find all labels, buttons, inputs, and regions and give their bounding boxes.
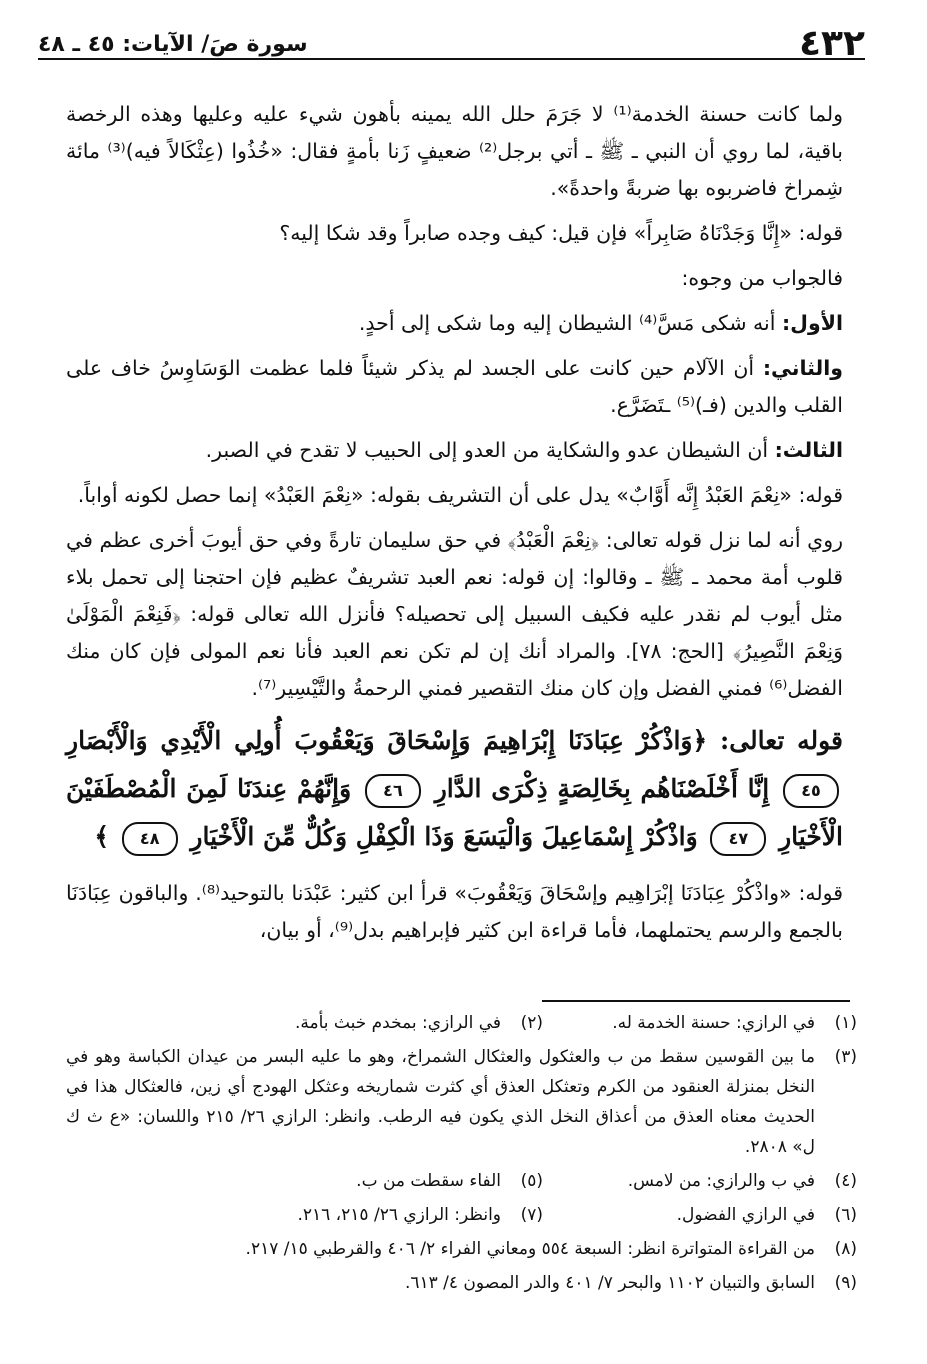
third-point-label: الثالث: <box>774 438 843 462</box>
paragraph-third-point <box>66 432 843 469</box>
footnote-number: (٢) <box>520 1013 543 1033</box>
footnote-text: وانظر: الرازي ٢٦/ ٢١٥، ٢١٦. <box>297 1205 501 1225</box>
footnote-text: في الرازي: بمخدم خبث بأمة. <box>294 1013 501 1033</box>
footnote-5 <box>356 1166 543 1196</box>
footnote-text: في الرازي: حسنة الخدمة له. <box>612 1013 815 1033</box>
footnote-number: (٩) <box>834 1273 857 1293</box>
page-header <box>38 22 865 72</box>
paragraph-8: روي أنه لما نزل قوله تعالى: ﴿نِعْمَ الْعَبْدُ﴾ في حق سليمان تارةً وفي حق أيوبَ أخرى عظم في قلوب أمة محمد ـ ﷺ ـ وقالوا: إن قوله: نعم العبد تشريفٌ عظيم فإن احتجنا إلى تحمل بلاء مثل أيوب لم نقدر عليه فكيف السبيل إلى تحصيله؟ فأنزل الله تعالى قوله: ﴿فَنِعْمَ الْمَوْلَىٰ وَنِعْمَ النَّصِيرُ﴾ [الحج: ٧٨]. والمراد أنك إن لم تكن نعم العبد فأنا نعم المولى فإن كان منك الفضل⁽⁶⁾ فمني الفضل وإن كان منك التقصير فمني الرحمةُ والتَّيْسِير⁽⁷⁾. <box>66 528 843 700</box>
verse-intro: قوله تعالى: <box>719 726 843 755</box>
paragraph-2: قوله: «إِنَّا وَجَدْنَاهُ صَابِراً» فإن قيل: كيف وجده صابراً وقد شكا إليه؟ <box>279 221 843 245</box>
main-text <box>66 96 843 957</box>
footnote-4 <box>557 1166 857 1196</box>
quran-verse-block <box>66 717 843 861</box>
footnote-number: (٥) <box>520 1171 543 1191</box>
first-point-text: أنه شكى مَسَّ⁽⁴⁾ الشيطان إليه وما شكى إلى أحدٍ. <box>358 311 776 335</box>
paragraph-9: قوله: «واذْكُرْ عِبَادَنَا إبْرَاهِيم وإسْحَاقَ وَيَعْقُوبَ» قرأ ابن كثير: عَبْدَنا بالتوحيد⁽⁸⁾. والباقون عِبَادَنَا بالجمع والرسم يحتملهما، فأما قراءة ابن كثير فإبراهيم بدل⁽⁹⁾، أو بيان، <box>66 881 844 942</box>
ayah-number-marker: ٤٥ <box>783 774 839 808</box>
footnote-number: (٣) <box>834 1047 857 1067</box>
footnote-1 <box>557 1008 857 1038</box>
page-number: ٤٣٢ <box>799 23 865 64</box>
paragraph-7: قوله: «نِعْمَ العَبْدُ إِنَّه أَوَّابٌ» يدل على أن التشريف بقوله: «نِعْمَ العَبْدُ» إنما حصل لكونه أواباً. <box>77 483 843 507</box>
first-point-label: الأول: <box>781 311 843 335</box>
running-title: سورة صَ/ الآيات: ٤٥ ـ ٤٨ <box>38 32 308 57</box>
footnote-6 <box>557 1200 857 1230</box>
verse-close-bracket: ﴾ <box>94 822 109 851</box>
footnote-text: السابق والتبيان ١١٠٢ والبحر ٧/ ٤٠١ والدر المصون ٤/ ٦١٣. <box>404 1273 815 1293</box>
footnote-separator <box>542 1000 850 1002</box>
footnote-number: (٦) <box>834 1205 857 1225</box>
footnote-number: (٤) <box>834 1171 857 1191</box>
footnote-text: الفاء سقطت من ب. <box>356 1171 501 1191</box>
footnote-7 <box>297 1200 543 1230</box>
footnote-3 <box>66 1042 857 1162</box>
verse-45-text: ﴿وَاذْكُرْ عِبَادَنَا إِبْرَاهِيمَ وَإِسْحَاقَ وَيَعْقُوبَ أُولِي الْأَيْدِي وَالْأَبْصَارِ <box>66 726 708 755</box>
footnote-pair <box>66 1200 857 1230</box>
paragraph-first-point <box>66 305 843 342</box>
footnote-text: ما بين القوسين سقط من ب والعثكول والعثكال الشمراخ، وهو ما عليه البسر من عيدان الكباسة وهو في النخل بمنزلة العنقود من الكرم وتعثكل العذق أي كثرت شماريخه وعثكل الهودج أي زين، فالعثكال هذا في الحديث معناه العذق من أعذاق النخل الذي يكون فيه الرطب. وانظر: الرازي ٢٦/ ٢١٥ واللسان: «ع ث ك ل» ٢٨٠٨. <box>66 1047 815 1157</box>
footnote-text: من القراءة المتواترة انظر: السبعة ٥٥٤ ومعاني الفراء ٢/ ٤٠٦ والقرطبي ١٥/ ٢١٧. <box>245 1239 815 1259</box>
footnote-number: (١) <box>834 1013 857 1033</box>
ayah-number-marker: ٤٦ <box>365 774 421 808</box>
footnote-8 <box>66 1234 857 1264</box>
ayah-number-marker: ٤٨ <box>122 822 178 856</box>
footnote-9 <box>66 1268 857 1298</box>
verse-48-text: وَاذْكُرْ إِسْمَاعِيلَ وَالْيَسَعَ وَذَا الْكِفْلِ وَكُلٌّ مِّنَ الْأَخْيَارِ <box>190 822 698 851</box>
ayah-number-marker: ٤٧ <box>710 822 766 856</box>
verse-46-text: إِنَّا أَخْلَصْنَاهُم بِخَالِصَةٍ ذِكْرَى الدَّارِ <box>434 774 770 803</box>
footnote-number: (٨) <box>834 1239 857 1259</box>
footnotes <box>66 1008 857 1302</box>
third-point-text: أن الشيطان عدو والشكاية من العدو إلى الحبيب لا تقدح في الصبر. <box>205 438 769 462</box>
footnote-text: في ب والرازي: من لامس. <box>627 1171 815 1191</box>
verse-47-text: وَإِنَّهُمْ عِندَنَا لَمِنَ الْمُصْطَفَيْنَ الْأَخْيَارِ <box>66 774 843 851</box>
paragraph-second-point <box>66 350 843 424</box>
footnote-number: (٧) <box>520 1205 543 1225</box>
footnote-pair <box>66 1166 857 1196</box>
second-point-text: أن الآلام حين كانت على الجسد لم يذكر شيئاً فلما عظمت الوَسَاوِسُ خاف على القلب والدين (فـ)⁽⁵⁾ ـتَضَرَّع. <box>66 356 843 417</box>
paragraph-3: فالجواب من وجوه: <box>681 266 843 290</box>
footnote-pair <box>66 1008 857 1038</box>
footnote-2 <box>295 1008 543 1038</box>
paragraph-1: ولما كانت حسنة الخدمة⁽¹⁾ لا جَرَمَ حلل الله يمينه بأهون شيء عليه وعليها وهذه الرخصة باقية، لما روي أن النبي ـ ﷺ ـ أتي برجل⁽²⁾ ضعيفٍ زَنا بأمةٍ فقال: «خُذُوا (عِثْكَالاً فيه)⁽³⁾ مائة شِمراخ فاضربوه بها ضربةً واحدةً». <box>66 102 844 200</box>
header-rule <box>38 58 865 60</box>
footnote-text: في الرازي الفضول. <box>676 1205 815 1225</box>
second-point-label: والثاني: <box>762 356 843 380</box>
